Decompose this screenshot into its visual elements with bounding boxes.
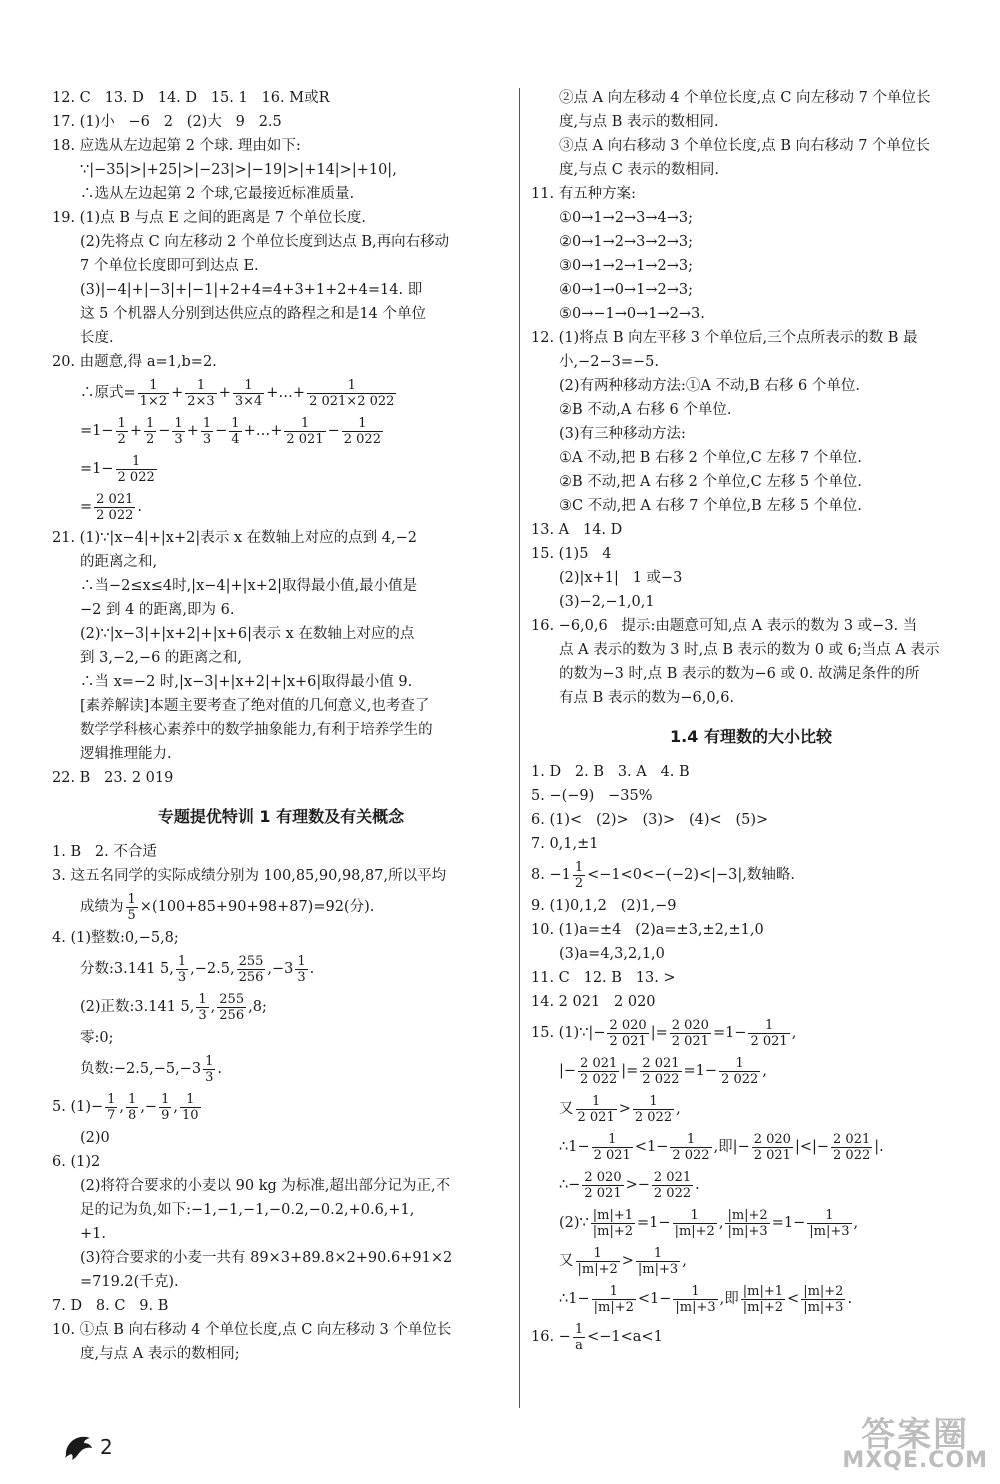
- answer-line: ∴当 x=−2 时,|x−3|+|x+2|+|x+6|取得最小值 9.: [80, 674, 413, 690]
- answer-line: 度,与点 B 表示的数相同.: [559, 114, 719, 130]
- answer-line: 这 5 个机器人分别到达供应点的路程之和是14 个单位: [80, 306, 427, 322]
- formula-line: ∴原式= $\frac{1}{1\times 2}$ + $\frac{1}{2\times 3}$ + $\frac{1}{3\times 4}$ +…+ $\frac{1}{2 021\times 2 022}$: [80, 377, 395, 409]
- answer-line: 有点 B 表示的数为−6,0,6.: [559, 690, 735, 706]
- answer-line: 点 A 表示的数为 3 时,点 B 表示的数为 0 或 6;当点 A 表示: [559, 642, 940, 658]
- answer-line: 14. 2 021 2 020: [531, 994, 656, 1010]
- answer-line: 7. 0,1,±1: [531, 836, 599, 852]
- answer-line: +1.: [80, 1226, 106, 1242]
- formula-line: =1− $\frac{1}{2 022}$: [80, 453, 155, 485]
- dolphin-logo-icon: [62, 1430, 96, 1464]
- answer-line: 足的记为负,如下:−1,−1,−1,−0.2,−0.2,+0.6,+1,: [80, 1202, 415, 1218]
- answer-line: 12. C 13. D 14. D 15. 1 16. M或R: [52, 90, 330, 106]
- formula-line: 又 $\frac{1}{2 021}$ > $\frac{1}{2 022}$ ,: [559, 1093, 681, 1125]
- answer-line: (3)有三种移动方法:: [559, 426, 686, 442]
- answer-line: (3)|−4|+|−3|+|−1|+2+4=4+3+1+2+4=14. 即: [80, 282, 423, 298]
- watermark-bottom-text: MXQE.COM: [842, 1448, 988, 1473]
- answer-line: 度,与点 C 表示的数相同.: [559, 162, 720, 178]
- answer-line: 22. B 23. 2 019: [52, 770, 174, 786]
- answer-line: ①A 不动,把 B 右移 2 个单位,C 左移 7 个单位.: [559, 450, 862, 466]
- answer-line: ∴当−2≤x≤4时,|x−4|+|x+2|取得最小值,最小值是: [80, 578, 418, 594]
- answer-line: ∴选从左边起第 2 个球,它最接近标准质量.: [80, 186, 355, 202]
- answer-line: 11. C 12. B 13. >: [531, 970, 676, 986]
- answer-line: 10. (1)a=±4 (2)a=±3,±2,±1,0: [531, 922, 764, 938]
- formula-line: |− $\frac{2 021}{2 022}$ |= $\frac{2 021}{2 022}$ =1− $\frac{1}{2 022}$ ,: [559, 1055, 767, 1087]
- answer-line: 4. (1)整数:0,−5,8;: [52, 930, 179, 946]
- answer-line: ∵|−35|>|+25|>|−23|>|−19|>|+14|>|+10|,: [80, 162, 397, 178]
- answer-line: 逻辑推理能力.: [80, 746, 172, 762]
- page-number: [62, 1430, 113, 1464]
- formula-line: (2)正数:3.141 5, $\frac{1}{3}$ , $\frac{255}{256}$ ,8;: [80, 991, 267, 1023]
- answer-line: ③C 不动,把 A 右移 7 个单位,B 左移 5 个单位.: [559, 498, 862, 514]
- answer-line: =719.2(千克).: [80, 1274, 179, 1290]
- answer-line: 20. 由题意,得 a=1,b=2.: [52, 354, 217, 370]
- answer-line: (2)0: [80, 1130, 110, 1146]
- formula-line: 8. −1 $\frac{1}{2}$ <−1<0<−(−2)<|−3|,数轴略.: [531, 859, 796, 891]
- answer-line: (3)a=4,3,2,1,0: [559, 946, 665, 962]
- formula-line: 成绩为 $\frac{1}{5}$ ×(100+85+90+98+87)=92(分).: [80, 891, 375, 923]
- answer-line: 的距离之和,: [80, 554, 158, 570]
- answer-line: (3)符合要求的小麦一共有 89×3+89.8×2+90.6+91×2: [80, 1250, 453, 1266]
- answer-line: (2)将符合要求的小麦以 90 kg 为标准,超出部分记为正,不: [80, 1178, 451, 1194]
- answer-line: [素养解读]本题主要考查了绝对值的几何意义,也考查了: [80, 698, 430, 714]
- answer-line: 小,−2−3=−5.: [559, 354, 659, 370]
- formula-line: (2)∵ $\frac{|m|+1}{|m|+2}$ =1− $\frac{1}{|m|+2}$ , $\frac{|m|+2}{|m|+3}$ =1− $\frac{1}{|m|+3}$ ,: [559, 1207, 859, 1239]
- answer-line: 度,与点 A 表示的数相同;: [80, 1346, 240, 1362]
- formula-line: ∴1− $\frac{1}{2 021}$ <1− $\frac{1}{2 022}$ ,即|− $\frac{2 020}{2 021}$ |<|− $\frac{2 021}{2 022}$ |.: [559, 1131, 884, 1163]
- answer-line: 18. 应选从左边起第 2 个球. 理由如下:: [52, 138, 301, 154]
- answer-line: 11. 有五种方案:: [531, 186, 637, 202]
- answer-line: 长度.: [80, 330, 114, 346]
- answer-line: 1. B 2. 不合适: [52, 844, 157, 860]
- answer-line: (2)先将点 C 向左移动 2 个单位长度到达点 B,再向右移动: [80, 234, 450, 250]
- answer-line: ②B 不动,把 A 右移 2 个单位,C 左移 5 个单位.: [559, 474, 862, 490]
- watermark-top-text: 答案圈: [861, 1415, 970, 1455]
- page-number-text: 2: [100, 1435, 113, 1459]
- section-title: 1.4 有理数的大小比较: [670, 727, 832, 746]
- answer-line: (2)|x+1| 1 或−3: [559, 570, 683, 586]
- formula-line: 16. − $\frac{1}{a}$ <−1<a<1: [531, 1321, 663, 1353]
- answer-line: (3)−2,−1,0,1: [559, 594, 655, 610]
- formula-line: 负数:−2.5,−5,−3 $\frac{1}{3}$ .: [80, 1053, 222, 1085]
- formula-line: 又 $\frac{1}{|m|+2}$ > $\frac{1}{|m|+3}$ ,: [559, 1245, 687, 1277]
- answer-line: 13. A 14. D: [531, 522, 623, 538]
- answer-line: 17. (1)小 −6 2 (2)大 9 2.5: [52, 114, 282, 130]
- left-column: [52, 86, 510, 1366]
- answer-line: ②B 不动,A 右移 6 个单位.: [559, 402, 732, 418]
- answer-line: ①0→1→2→3→4→3;: [559, 210, 693, 226]
- answer-line: 5. −(−9) −35%: [531, 788, 653, 804]
- answer-line: ③点 A 向右移动 3 个单位长度,点 B 向右移动 7 个单位长: [559, 138, 931, 154]
- answer-line: 7. D 8. C 9. B: [52, 1298, 169, 1314]
- answer-line: 15. (1)5 4: [531, 546, 612, 562]
- answer-line: −2 到 4 的距离,即为 6.: [80, 602, 235, 618]
- formula-line: ∴1− $\frac{1}{|m|+2}$ <1− $\frac{1}{|m|+3}$ ,即 $\frac{|m|+1}{|m|+2}$ < $\frac{|m|+2}{|m|+3}$ .: [559, 1283, 853, 1315]
- formula-line: 15. (1)∵|− $\frac{2 020}{2 021}$ |= $\frac{2 020}{2 021}$ =1− $\frac{1}{2 021}$ ,: [531, 1017, 797, 1049]
- answer-line: (2)有两种移动方法:①A 不动,B 右移 6 个单位.: [559, 378, 860, 394]
- answer-line: 9. (1)0,1,2 (2)1,−9: [531, 898, 677, 914]
- answer-line: 6. (1)2: [52, 1154, 101, 1170]
- answer-line: (2)∵|x−3|+|x+2|+|x+6|表示 x 在数轴上对应的点: [80, 626, 415, 642]
- answer-line: 3. 这五名同学的实际成绩分别为 100,85,90,98,87,所以平均: [52, 868, 447, 884]
- answer-line: 21. (1)∵|x−4|+|x+2|表示 x 在数轴上对应的点到 4,−2: [52, 530, 417, 546]
- answer-line: 数学学科核心素养中的数学抽象能力,有利于培养学生的: [80, 722, 433, 738]
- formula-line: =1− $\frac{1}{2}$ + $\frac{1}{2}$ − $\frac{1}{3}$ + $\frac{1}{3}$ − $\frac{1}{4}$ +…+ $\frac{1}{2 021}$ − $\frac{1}{2 022}$: [80, 415, 381, 447]
- formula-line: = $\frac{2 021}{2 022}$ .: [80, 491, 142, 523]
- site-watermark: [842, 1415, 988, 1474]
- answer-line: 零:0;: [80, 1030, 114, 1046]
- answer-line: 到 3,−2,−6 的距离之和,: [80, 650, 243, 666]
- answer-line: 的数为−3 时,点 B 表示的数为−6 或 0. 故满足条件的所: [559, 666, 920, 682]
- column-divider: [519, 88, 520, 1408]
- right-column: [531, 86, 971, 1356]
- answer-line: ④0→1→0→1→2→3;: [559, 282, 693, 298]
- answer-line: 16. −6,0,6 提示:由题意可知,点 A 表示的数为 3 或−3. 当: [531, 618, 918, 634]
- answer-line: 12. (1)将点 B 向左平移 3 个单位后,三个点所表示的数 B 最: [531, 330, 918, 346]
- formula-line: 分数:3.141 5, $\frac{1}{3}$ ,−2.5, $\frac{255}{256}$ ,−3 $\frac{1}{3}$ .: [80, 953, 315, 985]
- answer-line: 19. (1)点 B 与点 E 之间的距离是 7 个单位长度.: [52, 210, 366, 226]
- section-title: 专题提优特训 1 有理数及有关概念: [157, 807, 405, 826]
- answer-line: 6. (1)< (2)> (3)> (4)< (5)>: [531, 812, 769, 828]
- answer-line: ⑤0→−1→0→1→2→3.: [559, 306, 705, 322]
- formula-line: 5. (1)− $\frac{1}{7}$ , $\frac{1}{8}$ ,− $\frac{1}{9}$ , $\frac{1}{10}$: [52, 1091, 199, 1123]
- answer-line: 10. ①点 B 向右移动 4 个单位长度,点 C 向左移动 3 个单位长: [52, 1322, 452, 1338]
- formula-line: ∴− $\frac{2 020}{2 021}$ >− $\frac{2 021}{2 022}$ .: [559, 1169, 700, 1201]
- answer-line: ②0→1→2→3→2→3;: [559, 234, 693, 250]
- answer-line: 7 个单位长度即可到达点 E.: [80, 258, 259, 274]
- answer-line: ③0→1→2→1→2→3;: [559, 258, 693, 274]
- answer-line: ②点 A 向左移动 4 个单位长度,点 C 向左移动 7 个单位长: [559, 90, 931, 106]
- answer-line: 1. D 2. B 3. A 4. B: [531, 764, 690, 780]
